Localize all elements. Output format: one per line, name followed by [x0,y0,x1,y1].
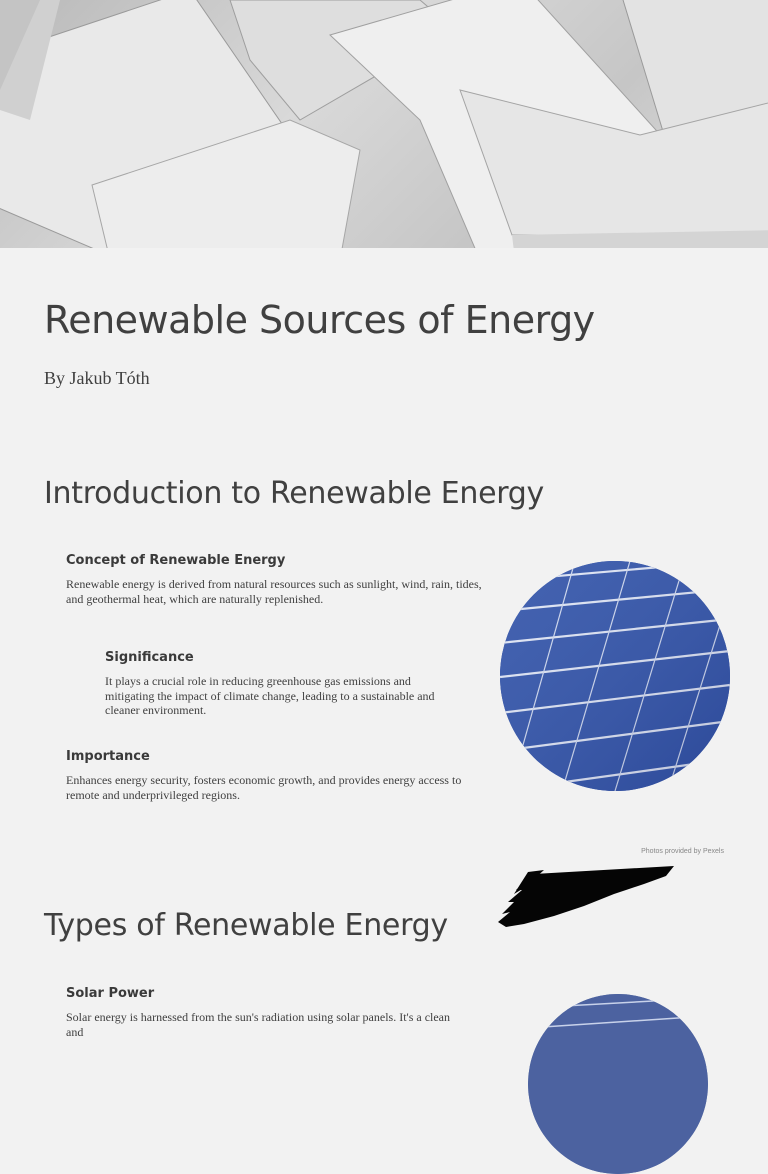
section-heading-introduction: Introduction to Renewable Energy [44,476,545,511]
solar-panel-image [500,561,730,791]
solar-power-text: Solar energy is harnessed from the sun's radiation using solar panels. It's a clean and [66,1010,451,1039]
importance-heading: Importance [66,749,150,764]
author-byline: By Jakub Tóth [44,368,150,388]
importance-block [66,749,496,802]
solar-power-heading: Solar Power [66,986,155,1001]
solar-power-block [66,986,456,1039]
hero-image [0,0,768,248]
significance-text: It plays a crucial role in reducing greenhouse gas emissions and mitigating the impact of climate change, leading to a sustainable and cleaner environment. [105,674,435,717]
section-heading-types: Types of Renewable Energy [44,908,448,943]
concept-block [66,553,486,606]
importance-text: Enhances energy security, fosters economic growth, and provides energy access to remote and underprivileged regions. [66,773,462,802]
paper-sheets-image [0,0,768,248]
solar-power-image [528,994,708,1174]
photo-credit: Photos provided by Pexels [641,848,724,855]
page-title: Renewable Sources of Energy [44,298,595,342]
concept-text: Renewable energy is derived from natural resources such as sunlight, wind, rain, tides, and geothermal heat, which are naturally replenished. [66,577,482,606]
brush-stroke-decoration [494,864,676,928]
significance-heading: Significance [105,650,194,665]
significance-block [105,650,455,718]
concept-heading: Concept of Renewable Energy [66,553,286,568]
